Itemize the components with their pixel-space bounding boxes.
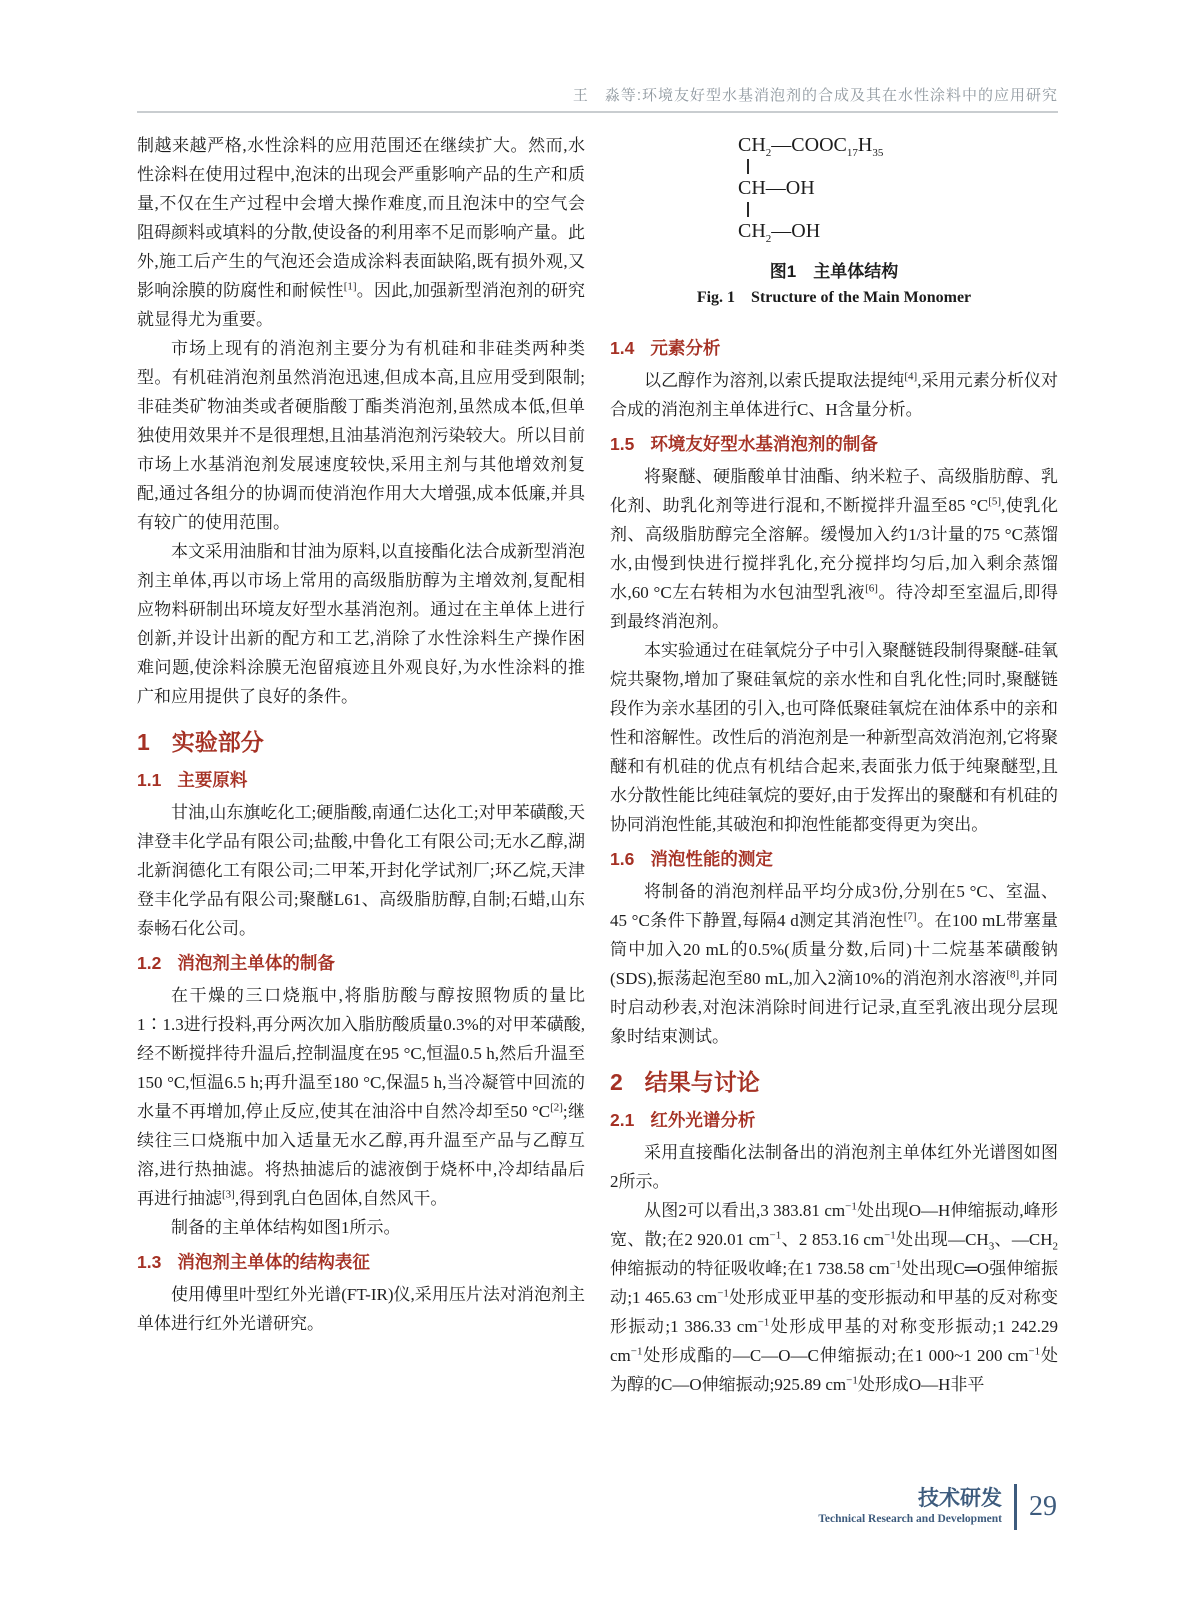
section-heading-1-1 — [137, 767, 585, 793]
header-rule — [137, 111, 1058, 113]
section-title: 主要原料 — [177, 770, 248, 790]
formula-line: CH—OH — [738, 177, 815, 199]
page-content — [137, 131, 1058, 1399]
section-title: 消泡剂主单体的制备 — [177, 953, 335, 973]
figure-1 — [610, 133, 1058, 311]
page-number: 29 — [1029, 1491, 1057, 1522]
right-column — [610, 131, 1058, 1399]
section-heading-2-1 — [610, 1107, 1058, 1133]
section-number: 1.6 — [610, 849, 635, 869]
section-heading-1-4 — [610, 335, 1058, 361]
section-title: 消泡剂主单体的结构表征 — [177, 1252, 370, 1272]
paragraph: 本文采用油脂和甘油为原料,以直接酯化法合成新型消泡剂主单体,再以市场上常用的高级脂肪醇为主增效剂,复配相应物料研制出环境友好型水基消泡剂。通过在主单体上进行创新,并设计出新的配方和工艺,消除了水性涂料生产操作困难问题,使涂料涂膜无泡留痕迹且外观良好,为水性涂料的推广和应用提供了良好的条件。 — [137, 542, 585, 706]
paragraph: 在干燥的三口烧瓶中,将脂肪酸与醇按照物质的量比1∶1.3进行投料,再分两次加入脂肪酸质量0.3%的对甲苯磺酸,经不断搅拌待升温后,控制温度在95 °C,恒温0.5 h,然后升温至150 °C,恒温6.5 h;再升温至180 °C,保温5 h,当冷凝管中回流的水量不再增加,停止反应,使其在油浴中自然冷却至50 °C[2];继续往三口烧瓶中加入适量无水乙醇,再升温至产品与乙醇互溶,进行热抽滤。将热抽滤后的滤液倒于烧杯中,冷却结晶后再进行抽滤[3],得到乳白色固体,自然风干。 — [137, 986, 585, 1208]
paragraph: 甘油,山东旗屹化工;硬脂酸,南通仁达化工;对甲苯磺酸,天津登丰化学品有限公司;盐酸,中鲁化工有限公司;无水乙醇,湖北新润德化工有限公司;二甲苯,开封化学试剂厂;环乙烷,天津登丰化学品有限公司;聚醚L61、高级脂肪醇,自制;石蜡,山东泰畅石化公司。 — [137, 803, 585, 938]
paragraph: 使用傅里叶型红外光谱(FT-IR)仪,采用压片法对消泡剂主单体进行红外光谱研究。 — [137, 1285, 585, 1333]
section-number: 2 — [610, 1069, 623, 1095]
section-title: 消泡性能的测定 — [650, 849, 773, 869]
paragraph: 采用直接酯化法制备出的消泡剂主单体红外光谱图如图2所示。 — [610, 1143, 1058, 1191]
section-number: 1.1 — [137, 770, 162, 790]
figure-caption-cn: 图1 主单体结构 — [769, 262, 899, 281]
bond-line — [747, 202, 749, 217]
section-number: 2.1 — [610, 1110, 635, 1130]
section-number: 1.4 — [610, 338, 635, 358]
section-heading-1-6 — [610, 846, 1058, 872]
section-heading-1-5 — [610, 431, 1058, 457]
section-heading-1 — [137, 727, 585, 757]
section-title: 实验部分 — [171, 729, 264, 755]
paragraph: 市场上现有的消泡剂主要分为有机硅和非硅类两种类型。有机硅消泡剂虽然消泡迅速,但成本高,且应用受到限制;非硅类矿物油类或者硬脂酸丁酯类消泡剂,虽然成本低,但单独使用效果并不是很理想,且油基消泡剂污染较大。所以目前市场上水基消泡剂发展速度较快,采用主剂与其他增效剂复配,通过各组分的协调而使消泡作用大大增强,成本低廉,并具有较广的使用范围。 — [137, 339, 585, 532]
section-heading-1-2 — [137, 950, 585, 976]
paragraph: 本实验通过在硅氧烷分子中引入聚醚链段制得聚醚-硅氧烷共聚物,增加了聚硅氧烷的亲水性和自乳化性;同时,聚醚链段作为亲水基团的引入,也可降低聚硅氧烷在油体系中的亲和性和溶解性。改性后的消泡剂是一种新型高效消泡剂,它将聚醚和有机硅的优点有机结合起来,表面张力低于纯聚醚型,且水分散性能比纯硅氧烷的要好,由于发挥出的聚醚和有机硅的协同消泡性能,其破泡和抑泡性能都变得更为突出。 — [610, 641, 1058, 834]
section-number: 1.5 — [610, 434, 635, 454]
formula-line: $CH_2—COOC_{17}H_{35}$ — [738, 134, 884, 159]
paragraph: 从图2可以看出,3 383.81 $cm^{-1}$处出现O—H伸缩振动,峰形宽、散;在2 920.01 $cm^{-1}$、2 853.16 $cm^{-1}$处出现$—CH_3$、$—CH_2$伸缩振动的特征吸收峰;在1 738.58 $cm^{-1}$处出现C═O强伸缩振动;1 465.63 $cm^{-1}$处形成亚甲基的变形振动和甲基的反对称变形振动;1 386.33 $cm^{-1}$处形成甲基的对称变形振动;1 242.29 $cm^{-1}$处形成酯的—C—O—C伸缩振动;在1 000~1 200 $cm^{-1}$处为醇的C—O伸缩振动;925.89 $cm^{-1}$处形成O—H非平 — [610, 1200, 1058, 1394]
section-heading-1-3 — [137, 1249, 585, 1275]
section-title: 红外光谱分析 — [650, 1110, 756, 1130]
paragraph: 制越来越严格,水性涂料的应用范围还在继续扩大。然而,水性涂料在使用过程中,泡沫的出现会严重影响产品的生产和质量,不仅在生产过程中会增大操作难度,而且泡沫中的空气会阻碍颜料或填料的分散,使设备的利用率不足而影响产量。此外,施工后产生的气泡还会造成涂料表面缺陷,既有损外观,又影响涂膜的防腐性和耐候性[1]。因此,加强新型消泡剂的研究就显得尤为重要。 — [137, 136, 586, 329]
formula-line: $CH_2—OH$ — [738, 220, 821, 245]
section-title: 环境友好型水基消泡剂的制备 — [650, 434, 878, 454]
left-column — [137, 131, 585, 1399]
footer-section-cn: 技术研发 — [918, 1487, 1002, 1510]
paragraph: 以乙醇作为溶剂,以索氏提取法提纯[4],采用元素分析仪对合成的消泡剂主单体进行C、H含量分析。 — [610, 370, 1059, 419]
running-head: 王 淼等:环境友好型水基消泡剂的合成及其在水性涂料中的应用研究 — [572, 87, 1058, 104]
paragraph: 将制备的消泡剂样品平均分成3份,分别在5 °C、室温、45 °C条件下静置,每隔4 d测定其消泡性[7]。在100 mL带塞量筒中加入20 mL的0.5%(质量分数,后同)十二烷基苯磺酸钠(SDS),振荡起泡至80 mL,加入2滴10%的消泡剂水溶液[8],并同时启动秒表,对泡沫消除时间进行记录,直至乳液出现分层现象时结束测试。 — [610, 882, 1059, 1046]
bond-line — [747, 159, 749, 174]
paragraph: 将聚醚、硬脂酸单甘油酯、纳米粒子、高级脂肪醇、乳化剂、助乳化剂等进行混和,不断搅拌升温至85 °C[5],使乳化剂、高级脂肪醇完全溶解。缓慢加入约1/3计量的75 °C蒸馏水,由慢到快进行搅拌乳化,充分搅拌均匀后,加入剩余蒸馏水,60 °C左右转相为水包油型乳液[6]。待冷却至室温后,即得到最终消泡剂。 — [610, 467, 1059, 631]
section-number: 1.2 — [137, 953, 162, 973]
section-title: 结果与讨论 — [644, 1069, 760, 1095]
figure-caption-en: Fig. 1 Structure of the Main Monomer — [696, 289, 972, 306]
footer-divider — [1014, 1484, 1017, 1530]
paragraph: 制备的主单体结构如图1所示。 — [171, 1218, 401, 1237]
section-number: 1 — [137, 729, 150, 755]
page-footer — [818, 1484, 1057, 1530]
footer-section-labels — [818, 1487, 1002, 1527]
section-heading-2 — [610, 1067, 1058, 1097]
section-title: 元素分析 — [650, 338, 721, 358]
footer-section-en: Technical Research and Development — [818, 1513, 1002, 1525]
section-number: 1.3 — [137, 1252, 162, 1272]
chemical-structure — [738, 133, 1058, 243]
